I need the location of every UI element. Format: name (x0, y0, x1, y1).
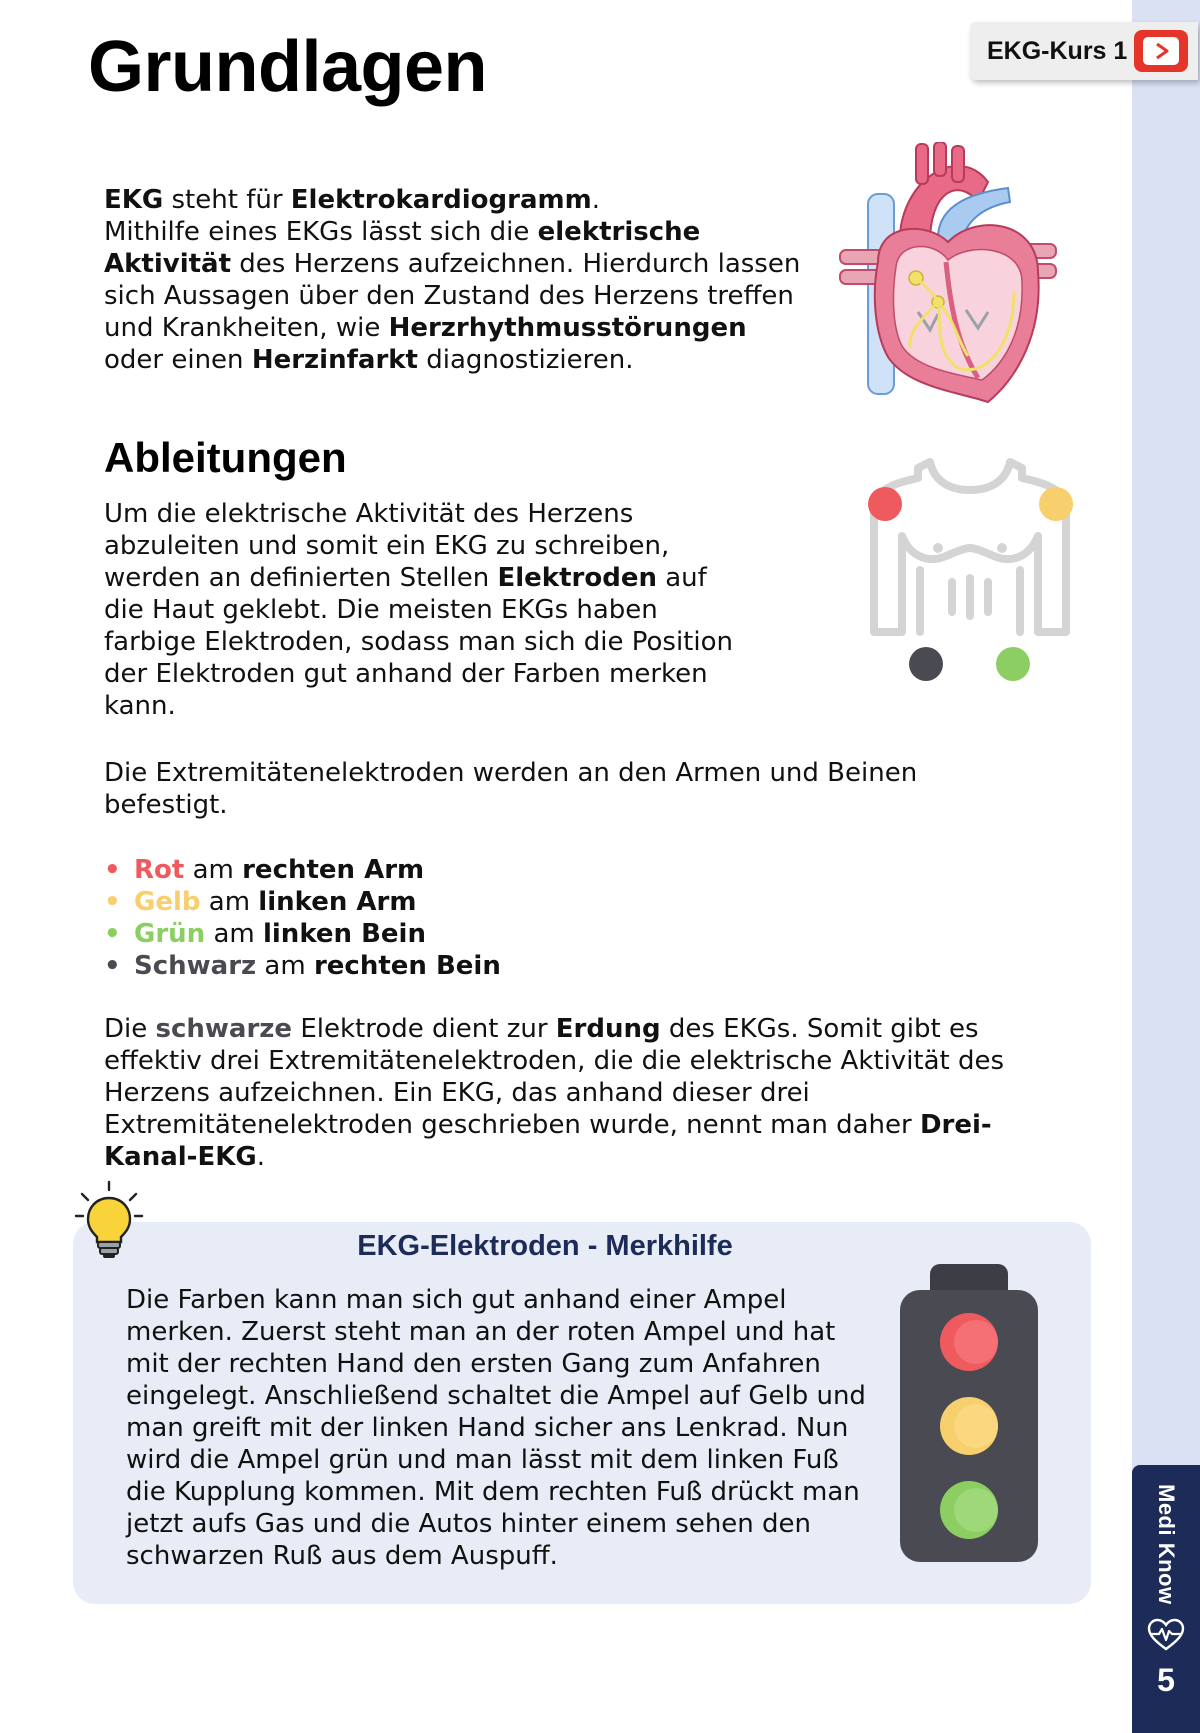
color-word: Rot (134, 855, 185, 885)
tip-title: EKG-Elektroden - Merkhilfe (357, 1230, 733, 1262)
list-item (104, 950, 501, 982)
position-text: linken Bein (262, 919, 426, 949)
electrode-black (909, 647, 943, 681)
torso-electrodes-icon (860, 456, 1080, 684)
electrode-red (868, 487, 902, 521)
text-run: am (256, 951, 314, 981)
heart-anatomy-icon (838, 142, 1060, 414)
tip-text: Die Farben kann man sich gut anhand einer Ampel merken. Zuerst steht man an der roten Ampel und hat mit der rechten Hand den ersten Gang zum Anfahren eingelegt. Anschließend schaltet die Ampel auf Gelb und man greift mit der linken Hand sicher ans Lenkrad. Nun wird die Ampel grün und man lässt mit dem linken Fuß die Kupplung kommen. Mit dem rechten Fuß drückt man jetzt aufs Gas und die Autos hinter einem sehen den schwarzen Ruß aus dem Auspuff. (126, 1285, 866, 1571)
text-run: am (184, 855, 243, 885)
term-herzinfarkt: Herzinfarkt (251, 345, 418, 375)
text-run: des Herzens aufzeichnen. Hierdurch lassen sich Aussagen über den Zustand des Herzens treffen und Krankheiten, wie (104, 249, 801, 343)
term-schwarze: schwarze (155, 1014, 293, 1044)
color-word: Grün (134, 919, 206, 949)
page-title: Grundlagen (88, 27, 488, 107)
term-elektroden: Elektroden (497, 563, 657, 593)
term-ekg: EKG (104, 185, 164, 215)
ground-paragraph (104, 1013, 1044, 1173)
text-run: am (200, 887, 259, 917)
list-item (104, 886, 501, 918)
course-label: EKG-Kurs 1 (987, 36, 1128, 65)
list-item (104, 918, 501, 950)
text-run: diagnostizieren. (417, 345, 634, 375)
color-word: Schwarz (134, 951, 257, 981)
position-text: rechten Bein (313, 951, 501, 981)
brand-name: Medi Know (1154, 1484, 1179, 1605)
term-elektrische-aktivitaet: elektrische Aktivität (104, 217, 701, 279)
text-run: am (205, 919, 263, 949)
intro-first-line (104, 184, 804, 216)
bullet: • (104, 855, 121, 885)
text-run: auf die Haut geklebt. Die meisten EKGs haben farbige Elektroden, sodass man sich die Position der Elektroden gut anhand der Farben merken kann. (104, 563, 733, 721)
term-erdung: Erdung (555, 1014, 661, 1044)
bullet: • (104, 951, 121, 981)
text-run: Mithilfe eines EKGs lässt sich die (104, 217, 538, 247)
play-button[interactable] (1134, 30, 1188, 72)
bullet: • (104, 919, 121, 949)
text-run: steht für (163, 185, 291, 215)
leads-paragraph (104, 498, 754, 722)
electrode-yellow (1039, 487, 1073, 521)
play-icon (1143, 37, 1179, 65)
electrode-list (104, 854, 501, 982)
bullet: • (104, 887, 121, 917)
text-run: des EKGs. Somit gibt es effektiv drei Extremitätenelektroden, die die elektrische Aktivität des Herzens aufzeichnen. Ein EKG, das anhand dieser drei Extremitätenelektroden geschrieben wurde, nennt man daher (104, 1014, 1005, 1140)
text-run: Die (104, 1014, 156, 1044)
text-run: . (591, 185, 600, 215)
intro-body (104, 216, 804, 376)
position-text: linken Arm (258, 887, 417, 917)
text-run: Elektrode dient zur (292, 1014, 556, 1044)
extremities-paragraph: Die Extremitätenelektroden werden an den Armen und Beinen befestigt. (104, 758, 918, 820)
electrode-green (996, 647, 1030, 681)
intro-paragraph (104, 184, 804, 376)
color-word: Gelb (134, 887, 201, 917)
page-number: 5 (1157, 1662, 1175, 1698)
traffic-light-icon (896, 1262, 1042, 1564)
course-badge[interactable] (970, 22, 1198, 80)
term-herzrhythmusstoerungen: Herzrhythmusstörungen (388, 313, 747, 343)
heart-pulse-icon (1147, 1618, 1185, 1652)
section-heading-ableitungen: Ableitungen (104, 434, 347, 481)
text-run: Um die elektrische Aktivität des Herzens abzuleiten und somit ein EKG zu schreiben, werden an definierten Stellen (104, 499, 670, 593)
list-item (104, 854, 501, 886)
term-elektrokardiogramm: Elektrokardiogramm (290, 185, 592, 215)
term-drei-kanal-ekg: Drei-Kanal-EKG (104, 1110, 992, 1172)
text-run: . (256, 1142, 265, 1172)
text-run: oder einen (104, 345, 252, 375)
position-text: rechten Arm (242, 855, 425, 885)
